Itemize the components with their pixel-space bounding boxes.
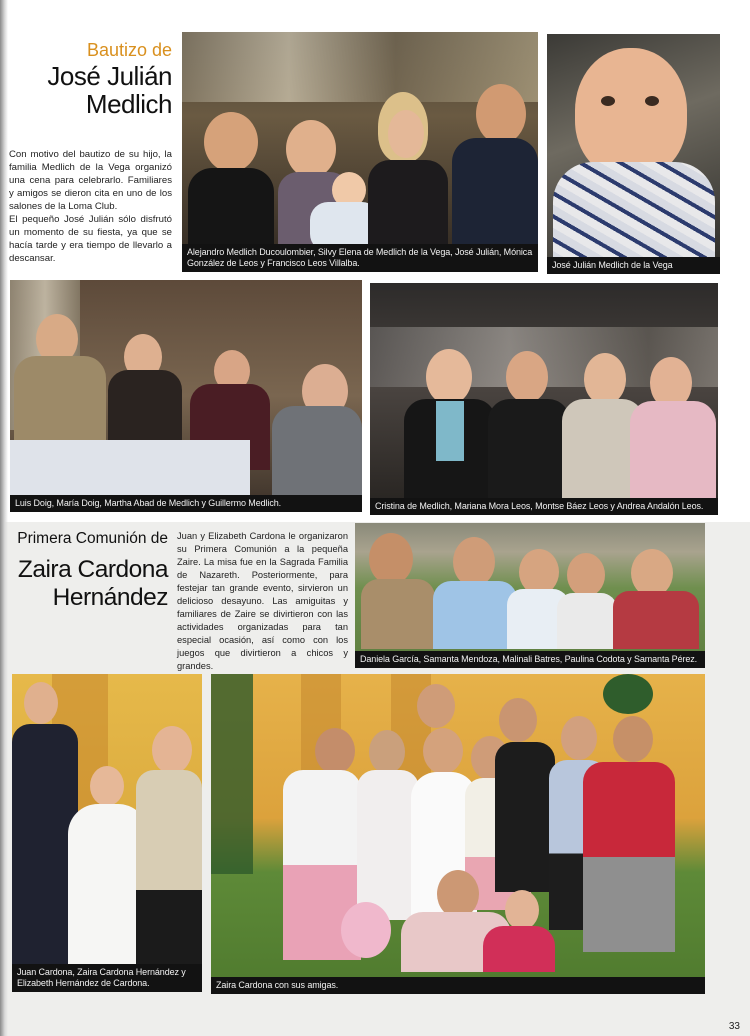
photo-baptism-group — [182, 32, 538, 272]
photo-baptism-table2 — [370, 283, 718, 515]
page-number: 33 — [728, 1021, 740, 1032]
baptism-body-p1: Con motivo del bautizo de su hijo, la familia Medlich de la Vega organizó una cena para celebrarlo. Familiares y amigos se dieron cita en uno de los salones de la Loma Club. — [9, 149, 172, 212]
caption-communion-family: Juan Cardona, Zaira Cardona Hernández y Elizabeth Hernández de Cardona. — [12, 964, 202, 992]
baptism-title-line2: Medlich — [85, 89, 172, 119]
photo-baby — [547, 34, 720, 274]
caption-communion-friends: Zaira Cardona con sus amigas. — [211, 977, 705, 994]
communion-title-line1: Zaira Cardona — [17, 556, 168, 583]
photo-communion-family — [12, 674, 202, 992]
baptism-kicker: Bautizo de — [86, 40, 172, 60]
photo-baptism-table1 — [10, 280, 362, 512]
caption-baptism-table1: Luis Doig, María Doig, Martha Abad de Medlich y Guillermo Medlich. — [10, 495, 362, 512]
baptism-title — [10, 62, 172, 118]
baptism-body — [9, 148, 172, 265]
photo-communion-friends — [211, 674, 705, 994]
caption-baby: José Julián Medlich de la Vega — [547, 257, 720, 274]
communion-title — [8, 556, 168, 612]
communion-body: Juan y Elizabeth Cardona le organizaron su Primera Comunión a la pequeña Zaire. La misa fue en la Sagrada Familia de Nazareth. Posteriormente, para festejar tan grande evento, sirvieron un delicioso desayuno. Las amiguitas y familiares de Zaire se divirtieron con las actividades organizadas para tan especial ocasión, así como con los juegos que divirtieron a chicos y grandes. — [177, 531, 348, 671]
caption-communion-girls: Daniela García, Samanta Mendoza, Malinali Batres, Paulina Codota y Samanta Pérez. — [355, 651, 705, 668]
page-spine-shadow — [0, 0, 8, 1036]
communion-title-line2: Hernández — [52, 584, 168, 611]
communion-kicker: Primera Comunión de — [17, 530, 168, 547]
photo-communion-girls — [355, 523, 705, 668]
caption-baptism-group: Alejandro Medlich Ducoulombier, Silvy Elena de Medlich de la Vega, José Julián, Mónica González de Leos y Francisco Leos Villalba. — [182, 244, 538, 272]
caption-baptism-table2: Cristina de Medlich, Mariana Mora Leos, Montse Báez Leos y Andrea Andalón Leos. — [370, 498, 718, 515]
baptism-title-line1: José Julián — [47, 61, 172, 91]
baptism-body-p2: El pequeño José Julián sólo disfrutó un momento de su fiesta, ya que se hacía tarde y era tiempo de llevarlo a descansar. — [9, 214, 172, 264]
